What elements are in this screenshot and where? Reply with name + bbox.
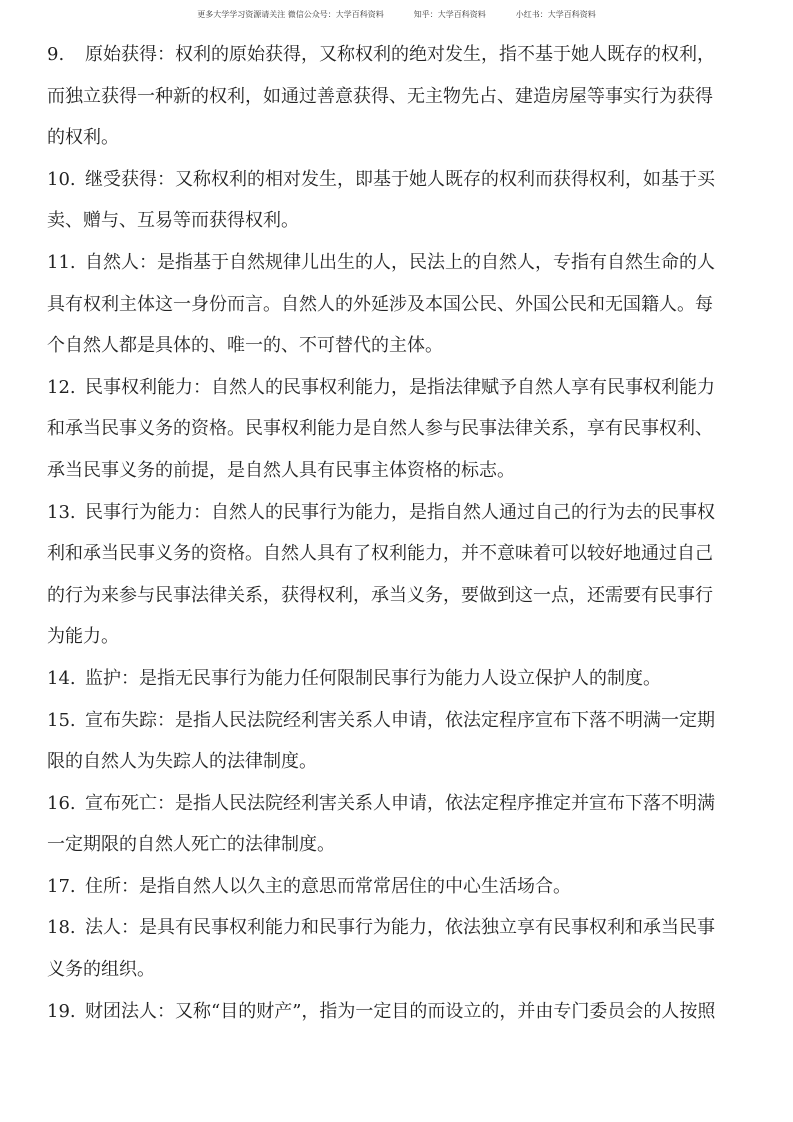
entry-text: 住所：是指自然人以久主的意思而常常居住的中心生活场合。 xyxy=(85,875,571,897)
entry-text: 宣布死亡：是指人民法院经利害关系人申请，依法定程序推定并宣布下落不明满 xyxy=(85,792,715,814)
entry-number: 9. xyxy=(47,44,65,65)
entry-number: 19. xyxy=(47,1000,76,1022)
entry-text: 义务的组织。 xyxy=(47,959,155,981)
entry-text: 监护：是指无民事行为能力任何限制民事行为能力人设立保护人的制度。 xyxy=(85,667,661,689)
entry-line xyxy=(47,408,747,450)
entry-line xyxy=(47,34,747,76)
entry-text: 继受获得：又称权利的相对发生，即基于她人既存的权利而获得权利，如基于买 xyxy=(85,168,715,190)
entry-line xyxy=(47,824,747,866)
entry-number: 12. xyxy=(47,376,76,398)
entry-text: 民事行为能力：自然人的民事行为能力，是指自然人通过自己的行为去的民事权 xyxy=(85,501,715,523)
definition-entry xyxy=(47,700,747,783)
entry-text: 自然人：是指基于自然规律儿出生的人，民法上的自然人，专指有自然生命的人 xyxy=(85,251,715,273)
entry-text: 宣布失踪：是指人民法院经利害关系人申请，依法定程序宣布下落不明满一定期 xyxy=(85,709,715,731)
entry-number: 11. xyxy=(47,251,76,273)
entry-line xyxy=(47,700,747,742)
entry-number: 13. xyxy=(47,501,76,523)
page-header xyxy=(0,9,793,20)
definition-entry xyxy=(47,866,747,908)
entry-line xyxy=(47,159,747,201)
entry-line xyxy=(47,658,747,700)
definition-entry xyxy=(47,783,747,866)
entry-line xyxy=(47,866,747,908)
entry-number: 17. xyxy=(47,875,76,897)
entry-text: 和承当民事义务的资格。民事权利能力是自然人参与民事法律关系，享有民事权利、 xyxy=(47,418,713,440)
entry-number: 16. xyxy=(47,792,76,814)
document-body xyxy=(47,34,747,1032)
entry-number: 14. xyxy=(47,667,76,689)
entry-line xyxy=(47,450,747,492)
definition-entry xyxy=(47,492,747,658)
entry-line xyxy=(47,533,747,575)
entry-text: 的行为来参与民事法律关系，获得权利，承当义务，要做到这一点，还需要有民事行 xyxy=(47,584,713,606)
entry-line xyxy=(47,367,747,409)
entry-text: 而独立获得一种新的权利，如通过善意获得、无主物先占、建造房屋等事实行为获得 xyxy=(47,85,713,107)
entry-line xyxy=(47,907,747,949)
definition-entry xyxy=(47,34,747,159)
entry-line xyxy=(47,492,747,534)
entry-line xyxy=(47,200,747,242)
entry-text: 财团法人：又称“目的财产”，指为一定目的而设立的，并由专门委员会的人按照 xyxy=(85,1000,716,1022)
header-zhihu-text: 知乎：大学百科资料 xyxy=(413,10,486,19)
entry-text: 法人：是具有民事权利能力和民事行为能力，依法独立享有民事权利和承当民事 xyxy=(85,917,715,939)
entry-line xyxy=(47,783,747,825)
entry-line xyxy=(47,991,747,1033)
entry-text: 卖、赠与、互易等而获得权利。 xyxy=(47,210,299,232)
definition-entry xyxy=(47,242,747,367)
entry-line xyxy=(47,575,747,617)
entry-line xyxy=(47,949,747,991)
header-wechat-text: 更多大学学习资源请关注 微信公众号：大学百科资料 xyxy=(197,10,384,19)
definition-entry xyxy=(47,991,747,1033)
entry-number: 18. xyxy=(47,917,76,939)
entry-text: 个自然人都是具体的、唯一的、不可替代的主体。 xyxy=(47,335,443,357)
header-xiaohongshu-text: 小红书：大学百科资料 xyxy=(515,10,596,19)
entry-line xyxy=(47,325,747,367)
entry-text: 原始获得：权利的原始获得，又称权利的绝对发生，指不基于她人既存的权利， xyxy=(85,44,715,65)
entry-text: 为能力。 xyxy=(47,626,119,648)
definition-entry xyxy=(47,907,747,990)
entry-line xyxy=(47,741,747,783)
entry-line xyxy=(47,76,747,118)
definition-entry xyxy=(47,367,747,492)
entry-text: 民事权利能力：自然人的民事权利能力，是指法律赋予自然人享有民事权利能力 xyxy=(85,376,715,398)
entry-text: 的权利。 xyxy=(47,127,119,149)
entry-number: 15. xyxy=(47,709,76,731)
entry-text: 承当民事义务的前提，是自然人具有民事主体资格的标志。 xyxy=(47,459,515,481)
entry-text: 一定期限的自然人死亡的法律制度。 xyxy=(47,834,335,856)
entry-text: 利和承当民事义务的资格。自然人具有了权利能力，并不意味着可以较好地通过自己 xyxy=(47,543,713,565)
entry-line xyxy=(47,616,747,658)
entry-line xyxy=(47,284,747,326)
definition-entry xyxy=(47,159,747,242)
entry-number: 10. xyxy=(47,168,76,190)
entry-text: 限的自然人为失踪人的法律制度。 xyxy=(47,751,317,773)
definition-entry xyxy=(47,658,747,700)
entry-line xyxy=(47,117,747,159)
entry-text: 具有权利主体这一身份而言。自然人的外延涉及本国公民、外国公民和无国籍人。每 xyxy=(47,293,713,315)
entry-line xyxy=(47,242,747,284)
